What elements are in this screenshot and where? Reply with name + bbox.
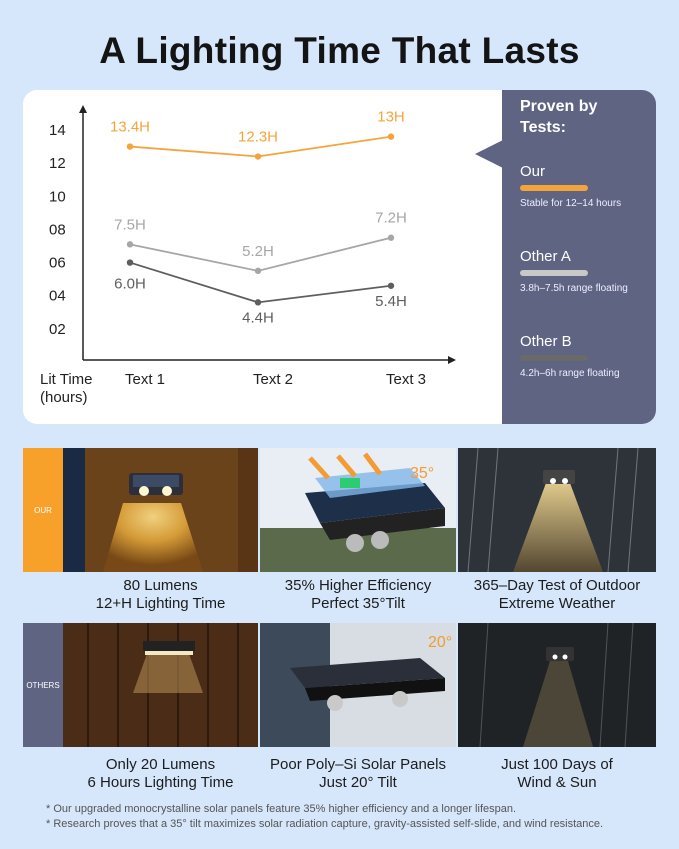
legend-desc-our: Stable for 12–14 hours	[520, 198, 622, 209]
x-tick-label: Text 3	[385, 371, 427, 388]
caption-our-1	[63, 577, 258, 613]
caption-others-1-line2: 6 Hours Lighting Time	[87, 774, 234, 791]
caption-our-1-line1: 80 Lumens	[123, 577, 198, 594]
legend-desc-other-a: 3.8h–7.5h range floating	[520, 283, 628, 294]
caption-our-3	[458, 577, 656, 613]
chart-panel	[23, 90, 656, 424]
data-point	[255, 299, 261, 305]
data-label: 5.2H	[242, 242, 274, 260]
photo-our-panel	[260, 448, 456, 572]
legend-name-other-a: Other A	[520, 248, 571, 265]
data-label: 13.4H	[109, 118, 151, 136]
caption-others-2-line2: Just 20° Tilt	[319, 774, 397, 791]
caption-our-3-line2: Extreme Weather	[498, 595, 616, 612]
row-label-others	[23, 623, 63, 747]
caption-others-3	[458, 756, 656, 792]
photo-others-light	[63, 623, 258, 747]
data-label: 4.4H	[242, 309, 274, 327]
photo-others-panel	[260, 623, 456, 747]
caption-our-1-line2: 12+H Lighting Time	[95, 595, 226, 612]
data-point	[127, 241, 133, 247]
data-point	[127, 259, 133, 265]
data-point	[255, 268, 261, 274]
series-line-other-b	[130, 263, 391, 303]
y-tick-label: 04	[49, 287, 66, 305]
tilt-angle-others: 20°	[428, 634, 453, 651]
photo-our-weather	[458, 448, 656, 572]
data-label: 13H	[377, 108, 405, 126]
y-axis-arrow	[79, 105, 87, 113]
legend-title: Proven by Tests:	[520, 98, 598, 136]
caption-others-2	[260, 756, 456, 792]
caption-our-2-line2: Perfect 35°Tilt	[311, 595, 405, 612]
data-point	[388, 235, 394, 241]
row-label-our-text: OUR	[34, 506, 52, 515]
photo-our-light	[63, 448, 258, 572]
caption-others-3-line2: Wind & Sun	[517, 774, 597, 791]
x-tick-label: Text 2	[252, 371, 294, 388]
y-tick-label: 14	[49, 122, 66, 139]
caption-others-1	[63, 756, 258, 792]
data-point	[388, 283, 394, 289]
caption-others-1-line1: Only 20 Lumens	[105, 756, 216, 773]
y-axis-label-line1: Lit Time	[40, 371, 93, 388]
legend-desc-other-b: 4.2h–6h range floating	[520, 368, 620, 379]
data-label: 7.2H	[375, 209, 407, 227]
caption-others-3-line1: Just 100 Days of	[501, 756, 613, 773]
x-tick-label: Text 1	[124, 371, 166, 388]
legend-pointer	[475, 140, 503, 168]
page-title: A Lighting Time That Lasts	[99, 30, 580, 71]
y-tick-label: 12	[49, 155, 66, 173]
y-tick-label: 10	[49, 188, 66, 206]
data-point	[127, 143, 133, 149]
legend-panel	[502, 90, 656, 424]
footnote-1: * Our upgraded monocrystalline solar panels feature 35% higher efficiency and a longer lifespan.	[46, 803, 517, 815]
y-axis-label-line2: (hours)	[40, 389, 88, 406]
y-tick-label: 06	[49, 254, 66, 272]
row-label-our	[23, 448, 63, 572]
tilt-angle-our: 35°	[410, 465, 435, 482]
data-label: 6.0H	[114, 275, 146, 293]
legend-name-our: Our	[520, 163, 546, 180]
caption-others-2-line1: Poor Poly–Si Solar Panels	[270, 756, 446, 773]
data-point	[255, 153, 261, 159]
data-label: 12.3H	[237, 128, 279, 146]
data-point	[388, 133, 394, 139]
data-label: 7.5H	[114, 216, 146, 234]
row-label-others-text: OTHERS	[26, 681, 60, 690]
legend-bar-other-b	[520, 355, 588, 361]
data-label: 5.4H	[375, 292, 407, 310]
legend-name-other-b: Other B	[520, 333, 572, 350]
caption-our-2-line1: 35% Higher Efficiency	[284, 577, 432, 594]
legend-bar-other-a	[520, 270, 588, 276]
photo-others-weather	[458, 623, 656, 747]
y-tick-label: 08	[49, 221, 66, 239]
footnote-2: * Research proves that a 35° tilt maximizes solar radiation capture, gravity-assisted self-slide, and wind resistance.	[46, 818, 604, 830]
caption-our-2	[260, 577, 456, 613]
y-tick-label: 02	[49, 320, 66, 338]
legend-bar-our	[520, 185, 588, 191]
caption-our-3-line1: 365–Day Test of Outdoor	[473, 577, 641, 594]
x-axis-arrow	[448, 356, 456, 364]
